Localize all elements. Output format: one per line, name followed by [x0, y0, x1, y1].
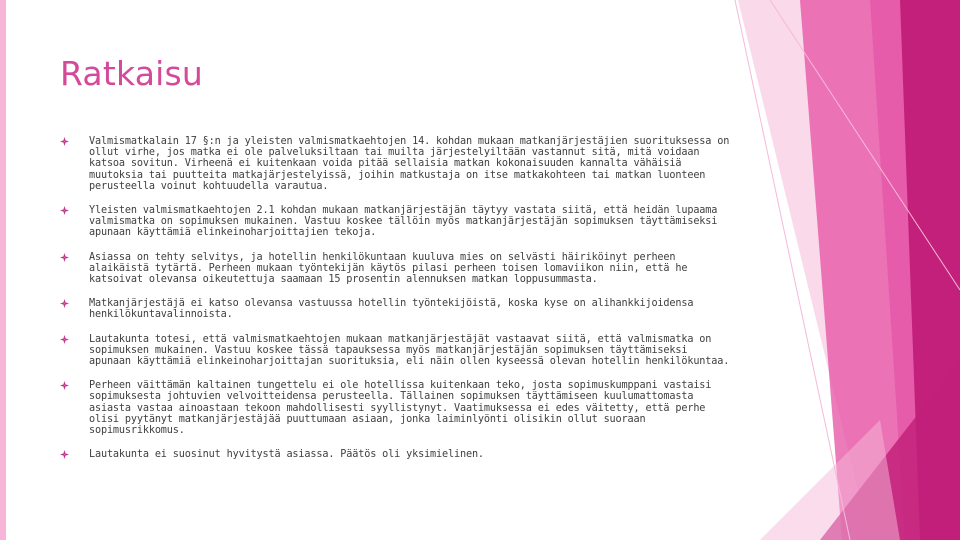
left-accent-strip [0, 0, 6, 540]
bullet-item [60, 205, 730, 239]
decor-band-magenta [900, 0, 960, 540]
decor-band-mid [870, 0, 960, 540]
decor-triangle-bottom [820, 360, 960, 540]
bullet-item [60, 380, 730, 436]
decor-line-2 [770, 0, 960, 290]
bullet-item [60, 298, 730, 320]
bullet-item [60, 449, 730, 460]
decor-band-light [738, 0, 960, 540]
decor-triangle-bottom-light [760, 420, 900, 540]
bullet-text: Matkanjärjestäjä ei katso olevansa vastuussa hotellin työntekijöistä, koska kyse on alihankkijoidensa henkilökuntavalinnoista. [89, 298, 694, 321]
bullet-text: Perheen väittämän kaltainen tungettelu ei ole hotellissa kuitenkaan teko, josta sopimuskumppani vastaisi sopimuksesta johtuvien velvoitteidensa perusteella. Tällainen sopimuksen täyttämiseen kuulumattomasta asiasta vastaa ainoastaan tekoon mahdollisesti syyllistynyt. Vaatimuksessa ei edes väitetty, että perhe olisi pyytänyt matkanjärjestäjää puuttumaan asiaan, jonka laiminlyönti olisikin ollut suoraan sopimusrikkomus. [89, 380, 712, 437]
bullet-text: Asiassa on tehty selvitys, ja hotellin henkilökuntaan kuuluva mies on selvästi häiriköinyt perheen alaikäistä tytärtä. Perheen mukaan työntekijän käytös pilasi perheen toisen lomaviikon niin, että he katsoivat olevansa oikeutettuja saamaan 15 prosentin alennuksen matkan loppusummasta. [89, 251, 688, 286]
diamond-four-petal-icon [60, 299, 69, 308]
bullet-text: Yleisten valmismatkaehtojen 2.1 kohdan mukaan matkanjärjestäjän täytyy vastata siitä, että heidän lupaama valmismatka on sopimuksen mukainen. Vastuu koskee tällöin myös matkanjärjestäjän sopimuksen täyttämiseksi apunaan käyttämiä elinkeinoharjoittajien tekoja. [89, 205, 718, 239]
bullet-text: Lautakunta ei suosinut hyvitystä asiassa. Päätös oli yksimielinen. [89, 449, 484, 461]
diamond-four-petal-icon [60, 335, 69, 344]
bullet-text: Lautakunta totesi, että valmismatkaehtojen mukaan matkanjärjestäjät vastaavat siitä, että valmismatka on sopimuksen mukainen. Vastuu koskee tässä tapauksessa myös matkanjärjestäjän sopimuksen täyttämiseksi apunaan käyttämiä elinkeinoharjoittajan suorituksia, eli näin ollen kyseessä olevan hotellin henkilökuntaa. [89, 333, 730, 368]
bullet-item [60, 252, 730, 286]
bullet-list [60, 136, 730, 473]
decor-band-pink [800, 0, 960, 540]
bullet-item [60, 136, 730, 192]
slide-title: Ratkaisu [60, 54, 203, 93]
diamond-four-petal-icon [60, 137, 69, 146]
diamond-four-petal-icon [60, 253, 69, 262]
bullet-text: Valmismatkalain 17 §:n ja yleisten valmismatkaehtojen 14. kohdan mukaan matkanjärjestäjien suorituksessa on ollut virhe, jos matka ei ole palveluksiltaan tai muilta järjestelyiltään vastannut sitä, mitä voidaan katsoa sovitun. Virheenä ei kuitenkaan voida pitää sellaisia matkan kokonaisuuden kannalta vähäisiä muutoksia tai puutteita matkajärjestelyissä, joihin matkustaja on itse matkakohteen tai matkan luonteen perusteella voinut kohtuudella varautua. [89, 136, 730, 192]
diamond-four-petal-icon [60, 381, 69, 390]
diamond-four-petal-icon [60, 450, 69, 459]
decor-line-1 [735, 0, 850, 540]
bullet-item [60, 334, 730, 368]
diamond-four-petal-icon [60, 206, 69, 215]
